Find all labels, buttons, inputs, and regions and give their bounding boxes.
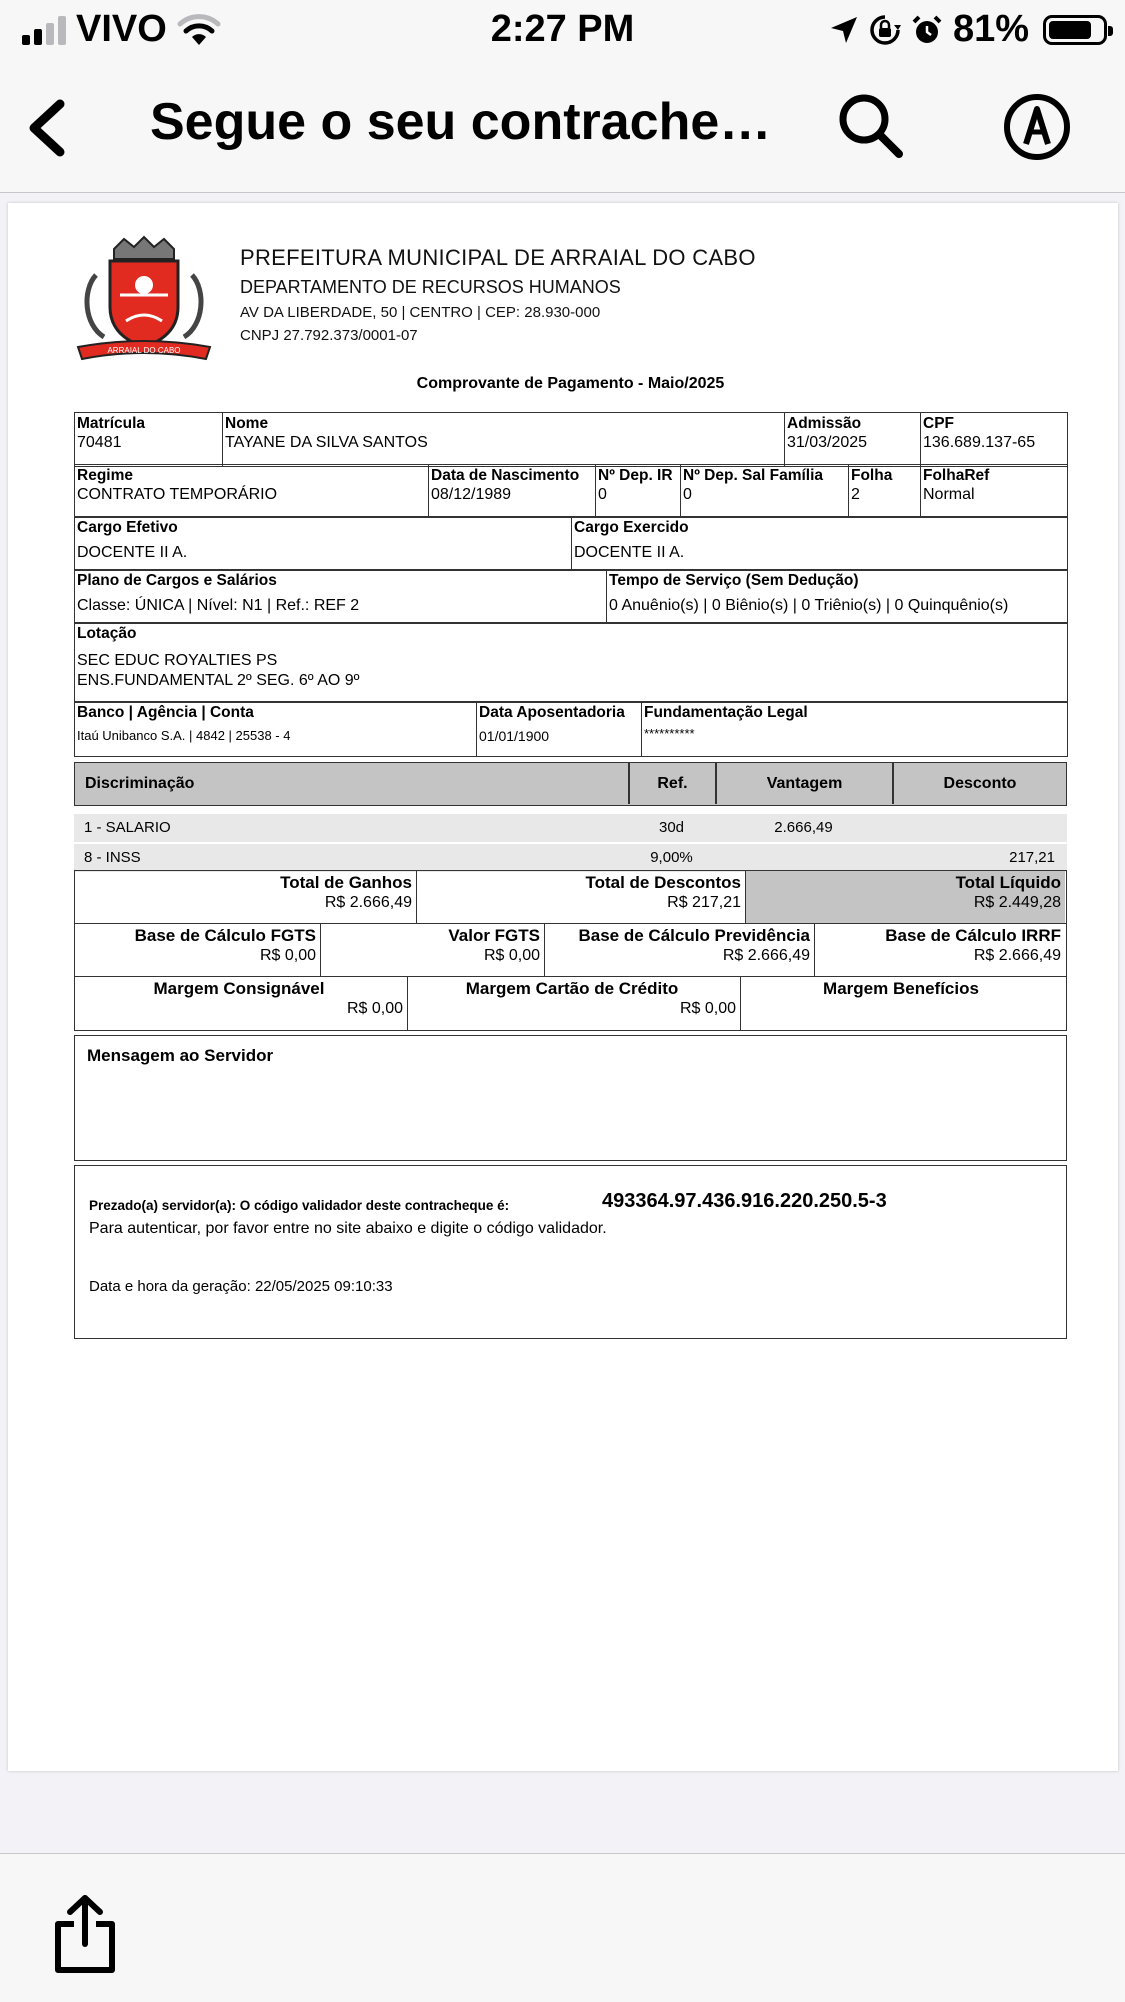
nome-cell: Nome TAYANE DA SILVA SANTOS bbox=[223, 413, 785, 467]
item-vantagem: 2.666,49 bbox=[774, 819, 833, 836]
item-desc: 1 - SALARIO bbox=[84, 819, 171, 836]
items-header bbox=[74, 762, 1067, 806]
base-fgts-cell: Base de Cálculo FGTS R$ 0,00 bbox=[75, 924, 321, 976]
org-department: DEPARTAMENTO DE RECURSOS HUMANOS bbox=[240, 277, 621, 297]
bank-row bbox=[74, 701, 1068, 757]
base-irrf-cell: Base de Cálculo IRRF R$ 2.666,49 bbox=[885, 926, 1061, 964]
employee-row-1 bbox=[74, 412, 1068, 467]
validacao-instructions: Para autenticar, por favor entre no site abaixo e digite o código validador. bbox=[89, 1220, 607, 1237]
cargo-exercido-cell: Cargo Exercido DOCENTE II A. bbox=[572, 517, 1068, 571]
aposentadoria-cell: Data Aposentadoria 01/01/1900 bbox=[477, 702, 642, 757]
folha-cell: Folha 2 bbox=[849, 465, 921, 518]
bottom-toolbar bbox=[0, 1853, 1125, 2002]
admissao-cell: Admissão 31/03/2025 bbox=[785, 413, 921, 467]
plano-cargos-cell: Plano de Cargos e Salários Classe: ÚNICA | Nível: N1 | Ref.: REF 2 bbox=[75, 570, 607, 624]
org-name: PREFEITURA MUNICIPAL DE ARRAIAL DO CABO bbox=[240, 245, 756, 270]
base-previdencia-cell: Base de Cálculo Previdência R$ 2.666,49 bbox=[545, 924, 815, 976]
margens-row bbox=[74, 976, 1067, 1031]
lotacao-cell: Lotação SEC EDUC ROYALTIES PS ENS.FUNDAMENTAL 2º SEG. 6º AO 9º bbox=[75, 623, 1068, 703]
validacao-code: 493364.97.436.916.220.250.5-3 bbox=[602, 1190, 887, 1212]
alarm-icon bbox=[911, 14, 943, 46]
organization-info bbox=[240, 245, 756, 344]
municipal-crest-logo bbox=[74, 235, 214, 365]
item-row bbox=[74, 844, 1067, 872]
item-ref: 9,00% bbox=[650, 849, 693, 866]
header-discriminacao: Discriminação bbox=[85, 775, 195, 792]
data-geracao: Data e hora da geração: 22/05/2025 09:10:33 bbox=[89, 1278, 393, 1295]
back-chevron-icon[interactable] bbox=[22, 98, 72, 158]
document-header bbox=[74, 235, 1067, 365]
document-title: Segue o seu contrache… bbox=[150, 93, 772, 151]
valor-fgts-cell: Valor FGTS R$ 0,00 bbox=[321, 924, 545, 976]
rotation-lock-icon bbox=[869, 14, 901, 46]
item-desconto: 217,21 bbox=[1009, 849, 1055, 866]
total-liquido-cell: Total Líquido R$ 2.449,28 bbox=[746, 871, 1065, 923]
totals-row bbox=[74, 870, 1067, 924]
payslip-title: Comprovante de Pagamento - Maio/2025 bbox=[416, 375, 725, 392]
header-vantagem: Vantagem bbox=[766, 775, 843, 792]
nascimento-cell: Data de Nascimento 08/12/1989 bbox=[429, 465, 596, 518]
cargo-efetivo-cell: Cargo Efetivo DOCENTE II A. bbox=[75, 517, 572, 571]
mensagem-box bbox=[74, 1035, 1067, 1161]
dep-ir-cell: Nº Dep. IR 0 bbox=[596, 465, 681, 518]
total-ganhos-cell: Total de Ganhos R$ 2.666,49 bbox=[75, 871, 417, 923]
employee-row-2 bbox=[74, 464, 1068, 518]
total-descontos-cell: Total de Descontos R$ 217,21 bbox=[417, 871, 746, 923]
matricula-cell: Matrícula 70481 bbox=[75, 413, 223, 467]
markup-pen-icon[interactable] bbox=[1002, 92, 1072, 162]
margem-consignavel-cell: Margem Consignável R$ 0,00 bbox=[75, 977, 408, 1030]
crest-text: ARRAIAL DO CABO bbox=[107, 346, 181, 355]
validacao-box bbox=[74, 1165, 1067, 1339]
dep-sal-familia-cell: Nº Dep. Sal Família 0 bbox=[681, 465, 849, 518]
cpf-cell: CPF 136.689.137-65 bbox=[921, 413, 1068, 467]
lotacao-row bbox=[74, 622, 1068, 703]
share-icon[interactable] bbox=[52, 1894, 118, 1974]
employee-row-3 bbox=[74, 516, 1068, 571]
search-icon[interactable] bbox=[835, 90, 905, 160]
org-cnpj: CNPJ 27.792.373/0001-07 bbox=[240, 327, 418, 344]
folharef-cell: FolhaRef Normal bbox=[921, 465, 1068, 518]
header-ref: Ref. bbox=[657, 775, 688, 792]
header-desconto: Desconto bbox=[943, 775, 1017, 792]
margem-cartao-cell: Margem Cartão de Crédito R$ 0,00 bbox=[408, 977, 741, 1030]
employee-row-4 bbox=[74, 569, 1068, 624]
margem-beneficios-cell: Margem Benefícios bbox=[823, 979, 979, 998]
status-time: 2:27 PM bbox=[490, 8, 635, 50]
regime-cell: Regime CONTRATO TEMPORÁRIO bbox=[75, 465, 429, 518]
status-bar bbox=[0, 0, 1125, 62]
banco-cell: Banco | Agência | Conta Itaú Unibanco S.A. | 4842 | 25538 - 4 bbox=[75, 702, 477, 757]
battery-fill bbox=[1049, 21, 1091, 39]
item-desc: 8 - INSS bbox=[84, 849, 141, 866]
bases-row bbox=[74, 923, 1067, 977]
navigation-bar bbox=[0, 62, 1125, 193]
item-row bbox=[74, 814, 1067, 842]
fundamentacao-cell: Fundamentação Legal ********** bbox=[642, 702, 1068, 757]
status-right bbox=[829, 8, 1107, 51]
mensagem-title: Mensagem ao Servidor bbox=[87, 1046, 274, 1065]
battery-percent: 81% bbox=[952, 8, 1029, 50]
location-arrow-icon bbox=[829, 15, 859, 45]
document-page[interactable] bbox=[8, 203, 1118, 1771]
item-ref: 30d bbox=[658, 819, 685, 836]
tempo-servico-cell: Tempo de Serviço (Sem Dedução) 0 Anuênio(s) | 0 Biênio(s) | 0 Triênio(s) | 0 Quinquênio(s) bbox=[607, 570, 1068, 624]
battery-icon bbox=[1043, 15, 1107, 45]
validacao-intro: Prezado(a) servidor(a): O código validador deste contracheque é: bbox=[89, 1198, 510, 1213]
org-address: AV DA LIBERDADE, 50 | CENTRO | CEP: 28.930-000 bbox=[240, 304, 601, 321]
carrier-name: VIVO bbox=[76, 8, 167, 50]
